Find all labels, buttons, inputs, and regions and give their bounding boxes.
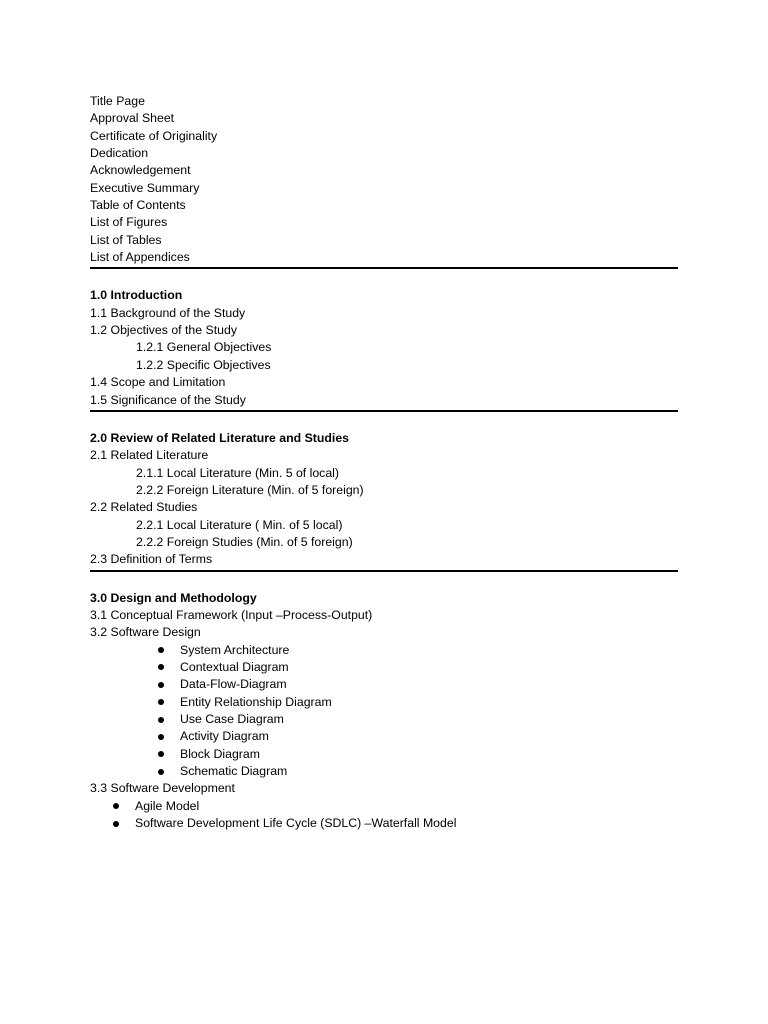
list-item	[90, 798, 678, 815]
section-divider	[90, 570, 678, 572]
list-item	[90, 642, 678, 659]
list-item	[90, 728, 678, 745]
chapter-2-heading: 2.0 Review of Related Literature and Studies	[90, 430, 349, 445]
toc-entry-1-5: 1.5 Significance of the Study	[90, 392, 246, 407]
bullet-icon	[158, 769, 164, 775]
chapter-1-heading: 1.0 Introduction	[90, 288, 183, 303]
toc-entry-3-3: 3.3 Software Development	[90, 781, 235, 796]
list-item-label: Data-Flow-Diagram	[180, 677, 287, 692]
toc-entry-1-4: 1.4 Scope and Limitation	[90, 375, 226, 390]
list-item-label: Use Case Diagram	[180, 712, 284, 726]
chapter-3-section	[90, 590, 678, 833]
toc-entry-dedication: Dedication	[90, 146, 149, 161]
list-item	[90, 694, 678, 711]
toc-entry-2-1: 2.1 Related Literature	[90, 448, 209, 463]
toc-entry-1-2: 1.2 Objectives of the Study	[90, 323, 237, 338]
toc-entry-1-2-1: 1.2.1 General Objectives	[136, 340, 272, 355]
list-item	[90, 746, 678, 763]
toc-entry-approval-sheet: Approval Sheet	[90, 111, 175, 126]
chapter-2-section	[90, 430, 678, 569]
list-item	[90, 676, 678, 693]
toc-entry-title-page: Title Page	[90, 94, 145, 108]
list-item-label: Block Diagram	[180, 746, 260, 761]
list-item	[90, 815, 678, 832]
list-item	[90, 659, 678, 676]
bullet-icon	[158, 734, 164, 740]
list-item-label: Software Development Life Cycle (SDLC) –Waterfall Model	[135, 816, 457, 831]
toc-entry-executive-summary: Executive Summary	[90, 180, 200, 195]
list-item-label: Schematic Diagram	[180, 764, 288, 779]
chapter-3-heading: 3.0 Design and Methodology	[90, 590, 257, 605]
document-page	[90, 93, 678, 832]
toc-entry-2-2: 2.2 Related Studies	[90, 500, 198, 515]
toc-entry-certificate-of-originality: Certificate of Originality	[90, 128, 218, 143]
toc-entry-2-2-2-foreign-studies: 2.2.2 Foreign Studies (Min. of 5 foreign)	[136, 534, 353, 549]
toc-entry-2-3: 2.3 Definition of Terms	[90, 552, 213, 567]
toc-entry-acknowledgement: Acknowledgement	[90, 163, 191, 178]
toc-entry-3-2: 3.2 Software Design	[90, 625, 201, 640]
section-divider	[90, 267, 678, 269]
section-divider	[90, 410, 678, 412]
chapter-1-section	[90, 287, 678, 408]
toc-entry-1-1: 1.1 Background of the Study	[90, 305, 246, 320]
toc-entry-list-of-appendices: List of Appendices	[90, 250, 190, 265]
toc-entry-2-2-1: 2.2.1 Local Literature ( Min. of 5 local)	[136, 517, 343, 532]
toc-entry-3-1: 3.1 Conceptual Framework (Input –Process-Output)	[90, 607, 373, 622]
toc-entry-list-of-tables: List of Tables	[90, 232, 162, 247]
list-item	[90, 711, 678, 728]
list-item-label: System Architecture	[180, 642, 290, 657]
toc-entry-2-2-2-foreign-literature: 2.2.2 Foreign Literature (Min. of 5 foreign)	[136, 482, 364, 497]
list-item-label: Contextual Diagram	[180, 659, 289, 674]
software-development-bullet-list	[90, 798, 678, 833]
bullet-icon	[158, 717, 164, 723]
bullet-icon	[113, 821, 119, 827]
front-matter-list	[90, 93, 678, 266]
list-item-label: Activity Diagram	[180, 729, 269, 744]
list-item	[90, 763, 678, 780]
toc-entry-table-of-contents: Table of Contents	[90, 198, 186, 213]
list-item-label: Entity Relationship Diagram	[180, 694, 332, 709]
bullet-icon	[158, 682, 164, 688]
list-item-label: Agile Model	[135, 798, 200, 813]
toc-entry-list-of-figures: List of Figures	[90, 215, 168, 230]
toc-entry-2-1-1: 2.1.1 Local Literature (Min. 5 of local)	[136, 465, 340, 480]
toc-entry-1-2-2: 1.2.2 Specific Objectives	[136, 357, 271, 372]
software-design-bullet-list	[90, 642, 678, 781]
